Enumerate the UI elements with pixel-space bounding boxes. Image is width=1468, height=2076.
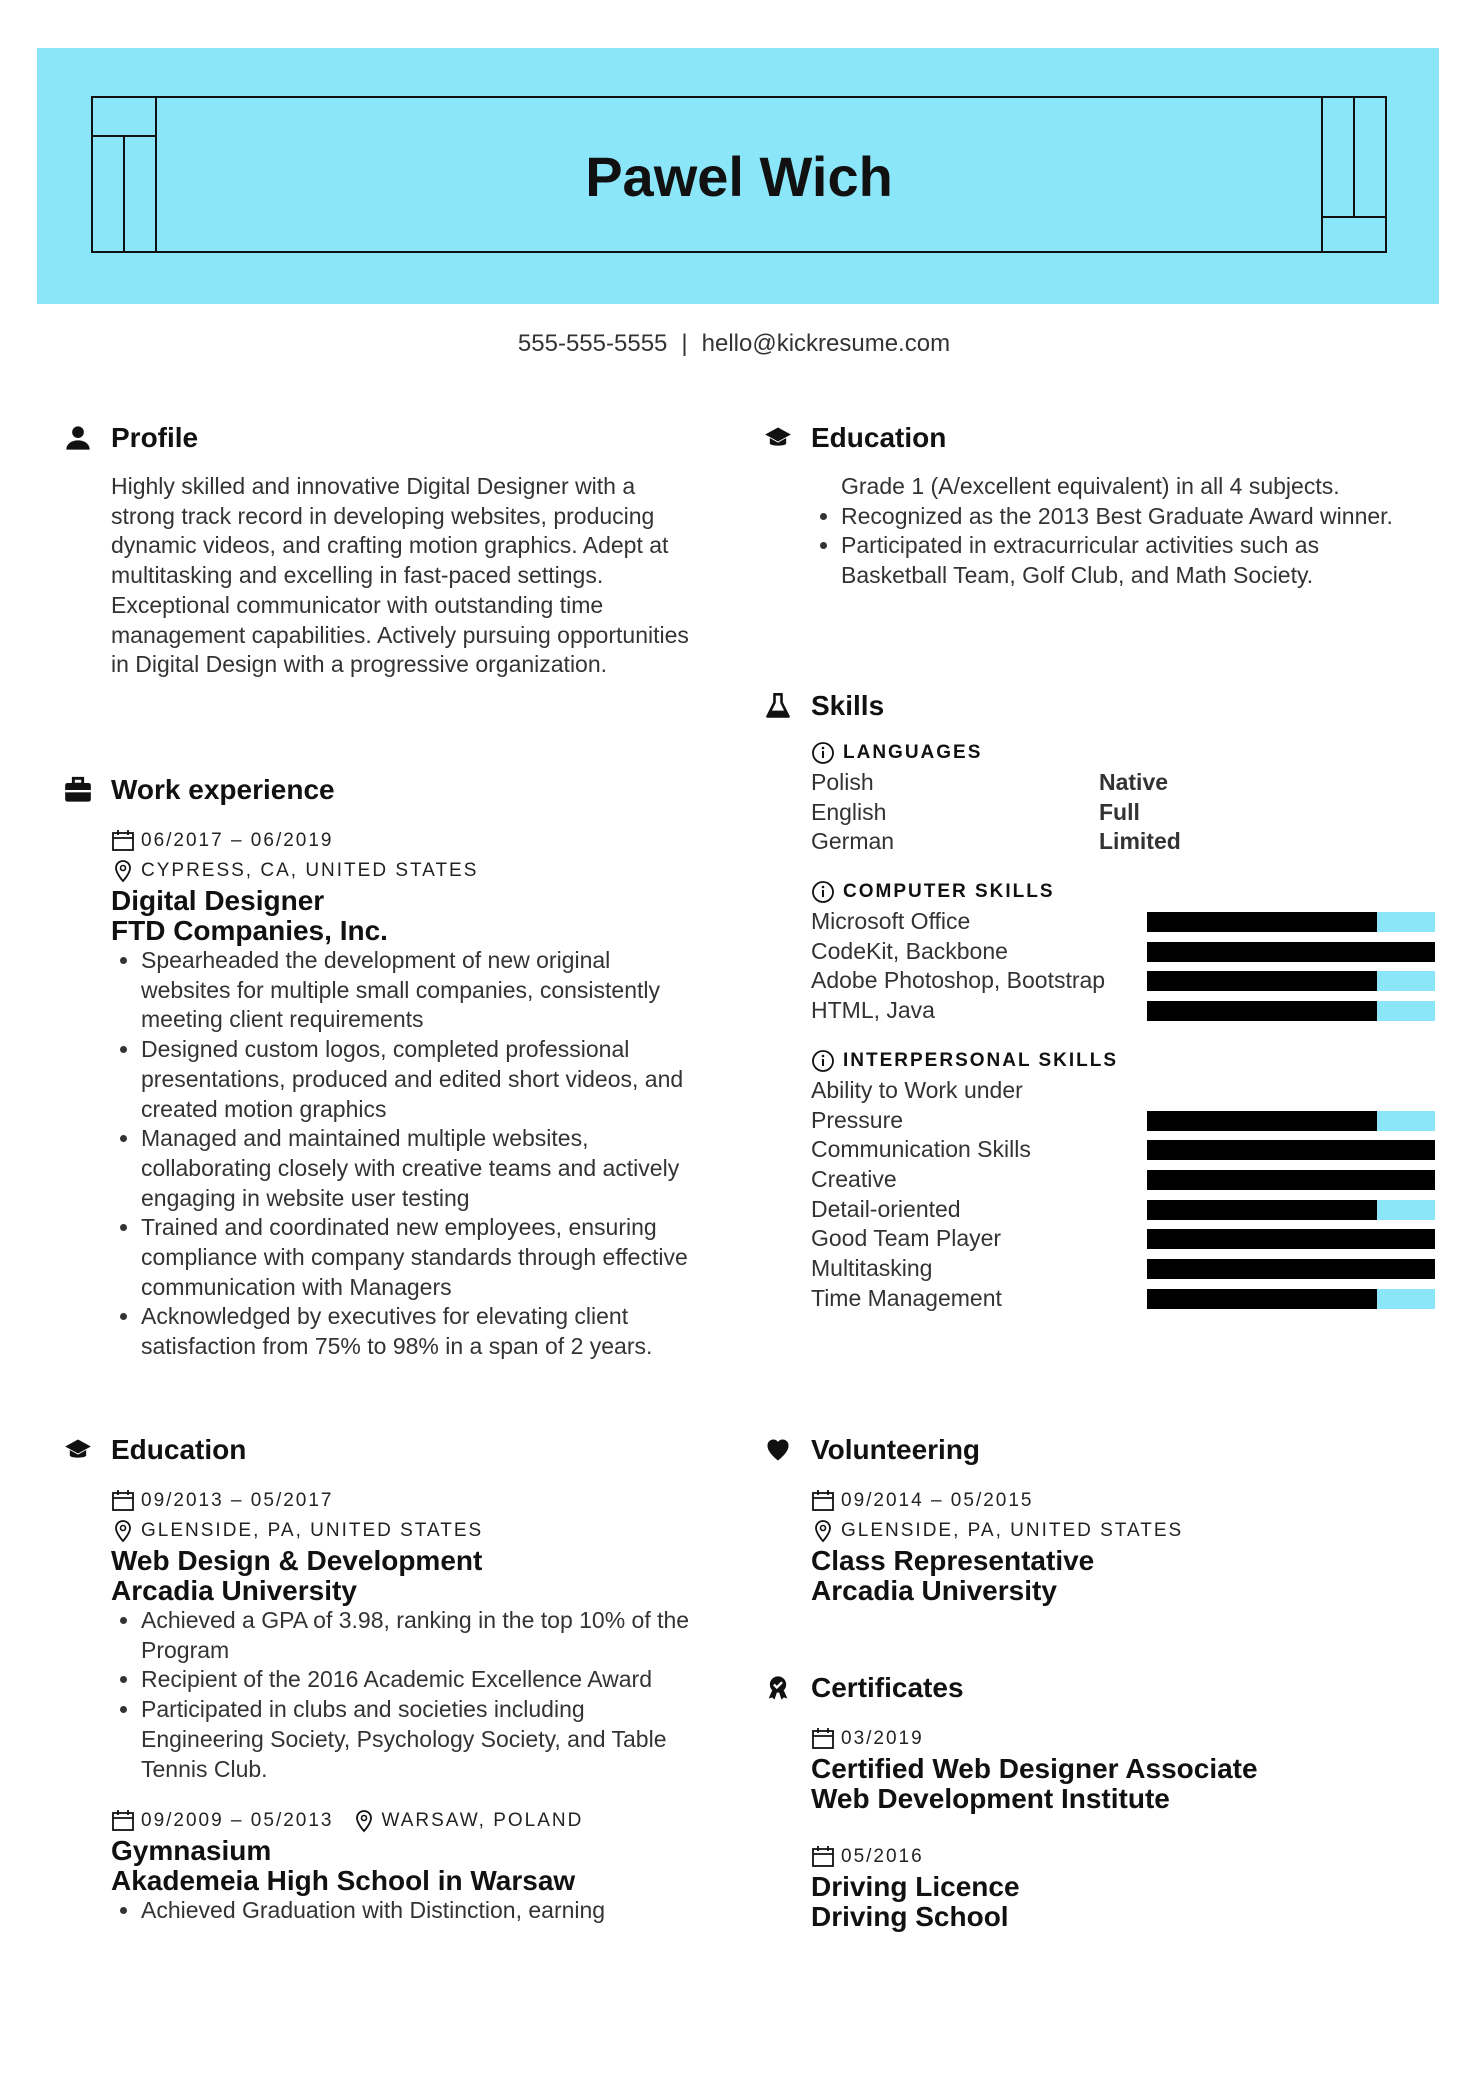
graduation-cap-icon (764, 424, 792, 452)
skill-level-bar (1147, 1001, 1435, 1021)
computer-skills-list (811, 907, 1404, 1026)
education-section (64, 1430, 694, 1926)
skill-name: Creative (811, 1165, 897, 1192)
skill-level-fill (1147, 1229, 1435, 1249)
vol-dates: 09/2014 – 05/2015 (841, 1490, 1034, 1512)
vol-role: Class Representative (811, 1545, 1095, 1576)
profile-text: Highly skilled and innovative Digital Designer with a strong track record in developing websites, producing dynamic videos, and crafting motion graphics. Adept at multitasking and excelling in fast-paced settings. Exceptional communicator with outstanding time management capabilities. Actively pursuing opportunities in Digital Design with a progressive organization. (111, 473, 689, 678)
vol-location-row (811, 1516, 1404, 1546)
skill-name: Multitasking (811, 1255, 933, 1282)
volunteering-entry (811, 1486, 1404, 1606)
skill-name: Time Management (811, 1284, 1002, 1311)
skill-level-fill (1147, 942, 1435, 962)
language-row (811, 827, 1404, 857)
skill-level-bar (1147, 1259, 1435, 1279)
list-item: • Recipient of the 2016 Academic Excellence Award (141, 1665, 694, 1695)
phone-number[interactable]: 555-555-5555 (517, 330, 668, 357)
skill-level-bar (1147, 1170, 1435, 1190)
edu-dates-row (111, 1806, 694, 1836)
location-pin-icon (811, 1519, 835, 1543)
skill-level-bar (1147, 1140, 1435, 1160)
skill-row (811, 1195, 1404, 1225)
skill-row (811, 1224, 1404, 1254)
job-entry (111, 826, 694, 1362)
skill-row (811, 1135, 1404, 1165)
skill-level-bar (1147, 912, 1435, 932)
list-item: • Recognized as the 2013 Best Graduate Award winner. (841, 502, 1404, 532)
info-icon (811, 880, 835, 904)
language-row (811, 798, 1404, 828)
edu-bullets (811, 502, 1404, 591)
flask-icon (764, 692, 792, 720)
skill-name: CodeKit, Backbone (811, 937, 1008, 964)
edu-location-row (111, 1516, 694, 1546)
work-title: Work experience (111, 774, 335, 805)
education-entry (111, 1486, 694, 1926)
skill-level-fill (1147, 1289, 1377, 1309)
email-address[interactable]: hello@kickresume.com (701, 330, 951, 357)
skill-level-bar (1147, 1229, 1435, 1249)
computer-skills-heading (811, 877, 1404, 907)
award-icon (764, 1674, 792, 1702)
skill-name: Good Team Player (811, 1225, 1002, 1252)
language-name: Polish (811, 769, 874, 795)
language-name: German (811, 828, 895, 855)
edu-bullets (111, 1606, 694, 1784)
interpersonal-skills-heading (811, 1046, 1404, 1076)
list-item: • Participated in clubs and societies including Engineering Society, Psychology Society, and Table Tennis Club. (141, 1695, 694, 1784)
work-section (64, 770, 694, 1362)
skill-level-fill (1147, 1140, 1435, 1160)
language-level: Full (1099, 798, 1140, 825)
vol-dates-row (811, 1486, 1404, 1516)
list-item: • Participated in extracurricular activities such as Basketball Team, Golf Club, and Math Society. (841, 531, 1404, 590)
person-icon (64, 424, 92, 452)
skill-name: Ability to Work under Pressure (811, 1076, 1023, 1133)
skill-level-fill (1147, 1170, 1435, 1190)
computer-skills-label: COMPUTER SKILLS (843, 881, 1055, 903)
list-item: • Achieved Graduation with Distinction, earning (141, 1896, 694, 1926)
certificates-title: Certificates (811, 1672, 964, 1703)
certificate-entry (811, 1724, 1404, 1814)
candidate-name: Pawel Wich (585, 145, 893, 208)
edu-school: Arcadia University (111, 1575, 357, 1606)
language-level: Native (1099, 769, 1169, 795)
volunteering-title: Volunteering (811, 1434, 981, 1465)
calendar-icon (111, 1489, 135, 1513)
profile-section (64, 418, 694, 680)
language-level: Limited (1099, 828, 1181, 855)
calendar-icon (811, 1845, 835, 1869)
skill-row (811, 1254, 1404, 1284)
edu-dates-row (111, 1486, 694, 1516)
edu-degree: Gymnasium (111, 1835, 272, 1867)
job-dates: 06/2017 – 06/2019 (141, 830, 334, 852)
location-pin-icon (111, 1519, 135, 1543)
skill-row (811, 966, 1404, 996)
skill-level-fill (1147, 1200, 1377, 1220)
cert-date-row (811, 1842, 1404, 1872)
skill-level-fill (1147, 1259, 1435, 1279)
skill-level-bar (1147, 1111, 1435, 1131)
contact-line (0, 330, 1468, 358)
cert-issuer: Web Development Institute (811, 1783, 1170, 1814)
list-item: • Achieved a GPA of 3.98, ranking in the top 10% of the Program (141, 1606, 694, 1665)
cert-date: 05/2016 (841, 1846, 924, 1868)
profile-title: Profile (111, 422, 199, 453)
skill-name: Adobe Photoshop, Bootstrap (811, 967, 1106, 994)
edu-location: WARSAW, POLAND (381, 1810, 584, 1832)
skill-level-bar (1147, 1289, 1435, 1309)
skill-row (811, 1076, 1404, 1135)
vol-org: Arcadia University (811, 1575, 1057, 1606)
edu-bullets (111, 1896, 694, 1926)
cert-date-row (811, 1724, 1404, 1754)
header-frame (91, 96, 1387, 253)
edu-location: GLENSIDE, PA, UNITED STATES (141, 1520, 484, 1542)
education-continued-section (764, 418, 1404, 591)
certificate-entry (811, 1842, 1404, 1932)
skill-level-fill (1147, 1111, 1377, 1131)
cert-date: 03/2019 (841, 1728, 924, 1750)
skill-row (811, 996, 1404, 1026)
info-icon (811, 1049, 835, 1073)
education-title: Education (811, 422, 947, 453)
job-role: Digital Designer (111, 885, 325, 916)
graduation-cap-icon (64, 1436, 92, 1464)
language-row (811, 768, 1404, 798)
skill-level-fill (1147, 971, 1377, 991)
language-name: English (811, 798, 887, 825)
vol-location: GLENSIDE, PA, UNITED STATES (841, 1520, 1184, 1542)
skill-level-fill (1147, 912, 1377, 932)
skill-name: Detail-oriented (811, 1195, 961, 1222)
job-dates-row (111, 826, 694, 856)
cert-name: Driving Licence (811, 1871, 1020, 1902)
location-pin-icon (352, 1809, 376, 1833)
certificates-section (764, 1668, 1404, 1932)
calendar-icon (811, 1489, 835, 1513)
list-item: • Managed and maintained multiple websites, collaborating closely with creative teams and actively engaging in website user testing (141, 1124, 694, 1213)
job-company: FTD Companies, Inc. (111, 915, 388, 946)
skill-row (811, 937, 1404, 967)
header-banner (37, 48, 1439, 304)
job-location: CYPRESS, CA, UNITED STATES (141, 860, 479, 882)
skill-name: Communication Skills (811, 1136, 1031, 1163)
skill-row (811, 1165, 1404, 1195)
list-item: • Acknowledged by executives for elevating client satisfaction from 75% to 98% in a span of 2 years. (141, 1302, 694, 1361)
cert-issuer: Driving School (811, 1901, 1009, 1932)
list-item: • Trained and coordinated new employees, ensuring compliance with company standards through effective communication with Managers (141, 1213, 694, 1302)
interpersonal-skills-list (811, 1076, 1404, 1314)
list-item: • Spearheaded the development of new original websites for multiple small companies, consistently meeting client requirements (141, 946, 694, 1035)
languages-heading (811, 738, 1404, 768)
job-bullets (111, 946, 694, 1362)
skill-name: HTML, Java (811, 997, 935, 1024)
location-pin-icon (111, 859, 135, 883)
edu-degree: Web Design & Development (111, 1545, 483, 1576)
cert-name: Certified Web Designer Associate (811, 1753, 1258, 1784)
skill-level-bar (1147, 971, 1435, 991)
skill-level-bar (1147, 942, 1435, 962)
skill-level-fill (1147, 1001, 1377, 1021)
list-item: • Designed custom logos, completed professional presentations, produced and edited short videos, and created motion graphics (141, 1035, 694, 1124)
edu-dates: 09/2013 – 05/2017 (141, 1490, 334, 1512)
skills-title: Skills (811, 690, 885, 721)
continued-line: Grade 1 (A/excellent equivalent) in all 4 subjects. (841, 473, 1340, 499)
skills-section (764, 686, 1404, 1314)
job-location-row (111, 856, 694, 886)
volunteering-section (764, 1430, 1404, 1606)
edu-school: Akademeia High School in Warsaw (111, 1865, 576, 1897)
skill-row (811, 1284, 1404, 1314)
calendar-icon (111, 829, 135, 853)
briefcase-icon (64, 776, 92, 804)
education-title: Education (111, 1434, 247, 1465)
languages-label: LANGUAGES (843, 742, 983, 764)
calendar-icon (111, 1809, 135, 1833)
skill-level-bar (1147, 1200, 1435, 1220)
skill-name: Microsoft Office (811, 908, 971, 935)
interpersonal-skills-label: INTERPERSONAL SKILLS (843, 1050, 1119, 1072)
skill-row (811, 907, 1404, 937)
info-icon (811, 741, 835, 765)
calendar-icon (811, 1727, 835, 1751)
contact-separator: | (681, 330, 688, 357)
edu-dates: 09/2009 – 05/2013 (141, 1810, 334, 1832)
heart-icon (764, 1436, 792, 1464)
